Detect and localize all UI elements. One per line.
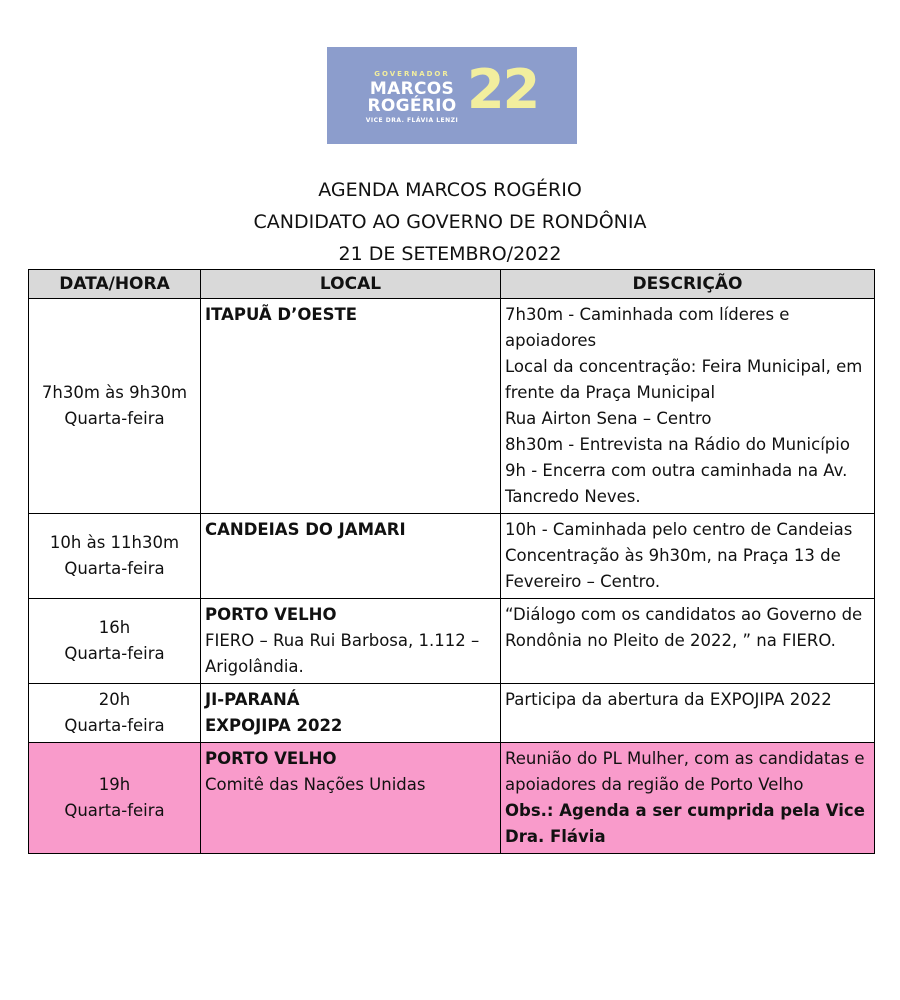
agenda-subtitle: CANDIDATO AO GOVERNO DE RONDÔNIA — [253, 211, 647, 233]
table-header-row — [29, 270, 875, 299]
column-header-date: DATA/HORA — [29, 270, 201, 299]
description-line: Reunião do PL Mulher, com as candidatas e apoiadores da região de Porto Velho — [505, 749, 865, 794]
cell-time — [29, 743, 201, 854]
table-row-highlighted — [29, 743, 875, 854]
cell-local — [201, 684, 501, 743]
logo-number: 22 — [467, 58, 539, 121]
cell-local — [201, 299, 501, 514]
day-text: Quarta-feira — [64, 409, 165, 428]
day-text: Quarta-feira — [64, 559, 165, 578]
place-address: Comitê das Nações Unidas — [205, 775, 426, 794]
cell-time — [29, 299, 201, 514]
place-name: CANDEIAS DO JAMARI — [205, 520, 406, 539]
table-row — [29, 299, 875, 514]
agenda-date: 21 DE SETEMBRO/2022 — [338, 243, 562, 265]
time-text: 16h — [98, 618, 131, 637]
description-line: 10h - Caminhada pelo centro de Candeias — [505, 520, 853, 539]
description-line: 9h - Encerra com outra caminhada na Av. Tancredo Neves. — [505, 461, 848, 506]
logo-top-label: GOVERNADOR — [374, 70, 450, 78]
time-text: 20h — [98, 690, 131, 709]
description-line: Rua Airton Sena – Centro — [505, 409, 712, 428]
cell-local — [201, 514, 501, 599]
place-name: PORTO VELHO — [205, 749, 337, 768]
time-text: 7h30m às 9h30m — [41, 383, 188, 402]
cell-description — [501, 743, 875, 854]
cell-local — [201, 599, 501, 684]
place-address: FIERO – Rua Rui Barbosa, 1.112 – Arigolândia. — [205, 631, 480, 676]
cell-description — [501, 599, 875, 684]
column-header-description: DESCRIÇÃO — [501, 270, 875, 299]
description-line: Concentração às 9h30m, na Praça 13 de Fevereiro – Centro. — [505, 546, 841, 591]
cell-description — [501, 684, 875, 743]
cell-time — [29, 599, 201, 684]
place-name: ITAPUÃ D’OESTE — [205, 305, 358, 324]
table-row — [29, 684, 875, 743]
column-header-local: LOCAL — [201, 270, 501, 299]
place-name: PORTO VELHO — [205, 605, 337, 624]
logo-name-line2: ROGÉRIO — [367, 96, 457, 116]
place-name: JI-PARANÁ — [205, 690, 300, 709]
agenda-table — [28, 269, 875, 854]
description-line: 8h30m - Entrevista na Rádio do Município — [505, 435, 850, 454]
cell-time — [29, 514, 201, 599]
cell-description — [501, 514, 875, 599]
cell-time — [29, 684, 201, 743]
time-text: 10h às 11h30m — [49, 533, 180, 552]
description-note: Obs.: Agenda a ser cumprida pela Vice Dra. Flávia — [505, 801, 865, 846]
agenda-title: AGENDA MARCOS ROGÉRIO — [318, 179, 582, 201]
description-line: “Diálogo com os candidatos ao Governo de Rondônia no Pleito de 2022, ” na FIERO. — [505, 605, 863, 650]
day-text: Quarta-feira — [64, 716, 165, 735]
logo-name-line1: MARCOS — [369, 79, 455, 99]
description-line: Local da concentração: Feira Municipal, em frente da Praça Municipal — [505, 357, 863, 402]
cell-local — [201, 743, 501, 854]
time-text: 19h — [98, 775, 131, 794]
table-row — [29, 599, 875, 684]
description-line: 7h30m - Caminhada com líderes e apoiadores — [505, 305, 790, 350]
description-line: Participa da abertura da EXPOJIPA 2022 — [505, 690, 832, 709]
place-event: EXPOJIPA 2022 — [205, 716, 343, 735]
logo-vice: VICE DRA. FLÁVIA LENZI — [365, 117, 459, 124]
day-text: Quarta-feira — [64, 801, 165, 820]
table-row — [29, 514, 875, 599]
cell-description — [501, 299, 875, 514]
logo-name — [357, 71, 467, 124]
day-text: Quarta-feira — [64, 644, 165, 663]
campaign-logo — [327, 47, 577, 144]
